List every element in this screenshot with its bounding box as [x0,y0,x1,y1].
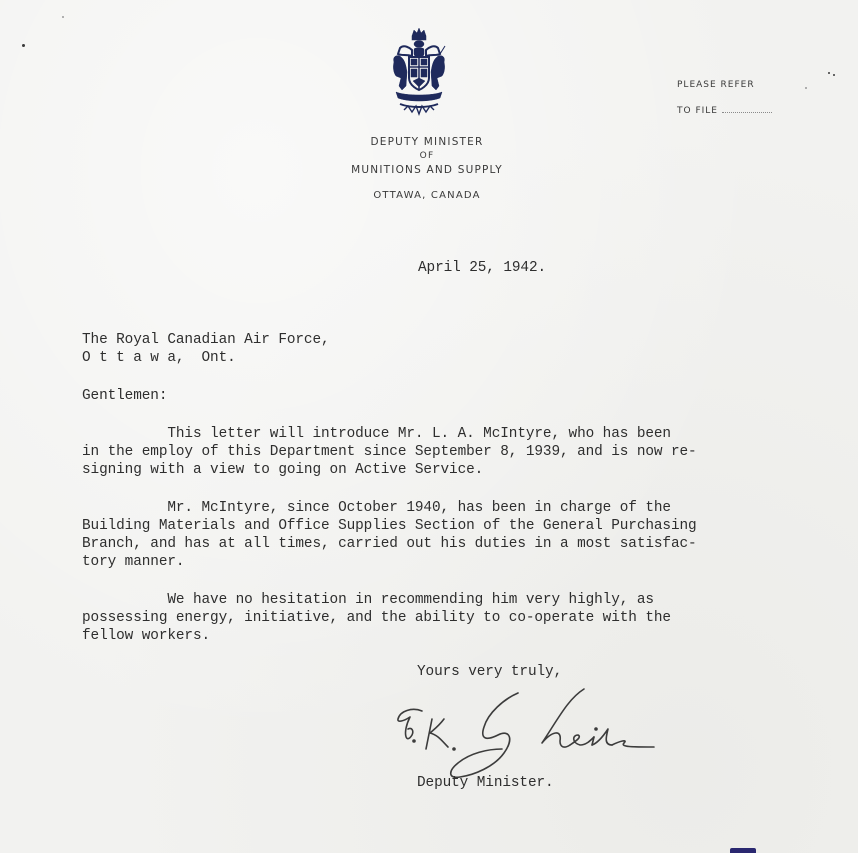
please-refer-label: PLEASE REFER [677,80,755,90]
letter-date: April 25, 1942. [418,260,547,276]
paragraph-line: We have no hesitation in recommending him very highly, as [82,592,654,608]
closing: Yours very truly, [417,664,563,680]
paragraph-line: possessing energy, initiative, and the ability to co-operate with the [82,610,671,626]
recipient-city: O t t a w a, Ont. [82,350,236,366]
paragraph-line: tory manner. [82,554,185,570]
paper-speck [833,74,835,76]
paragraph-line: signing with a view to going on Active Service. [82,462,484,478]
paragraph-line: in the employ of this Department since September 8, 1939, and is now re- [82,444,697,460]
paragraph-introduction [82,425,697,479]
paper-speck [828,72,830,74]
paragraph-line: Building Materials and Office Supplies Section of the General Purchasing [82,518,697,534]
paper-speck [62,16,64,18]
letterhead-location: OTTAWA, CANADA [373,190,481,201]
recipient-name: The Royal Canadian Air Force, [82,332,330,348]
paragraph-duties [82,499,697,571]
paragraph-line: fellow workers. [82,628,211,644]
to-file-field [677,106,772,116]
letterhead-of: OF [419,151,435,161]
signatory-title: Deputy Minister. [417,775,554,791]
letterhead-department: MUNITIONS AND SUPPLY [351,164,503,176]
letterhead-title: DEPUTY MINISTER [370,136,484,148]
file-number-blank [722,112,772,113]
salutation: Gentlemen: [82,388,168,404]
paragraph-recommendation [82,591,671,645]
ink-mark [730,848,756,853]
paragraph-line: Mr. McIntyre, since October 1940, has been in charge of the [82,500,671,516]
paragraph-line: This letter will introduce Mr. L. A. McIntyre, who has been [82,426,671,442]
paper-speck [805,87,807,89]
to-file-label: TO FILE [677,106,718,116]
paragraph-line: Branch, and has at all times, carried out his duties in a most satisfac- [82,536,697,552]
canadian-coat-of-arms-icon [390,26,448,118]
paper-speck [22,44,25,47]
